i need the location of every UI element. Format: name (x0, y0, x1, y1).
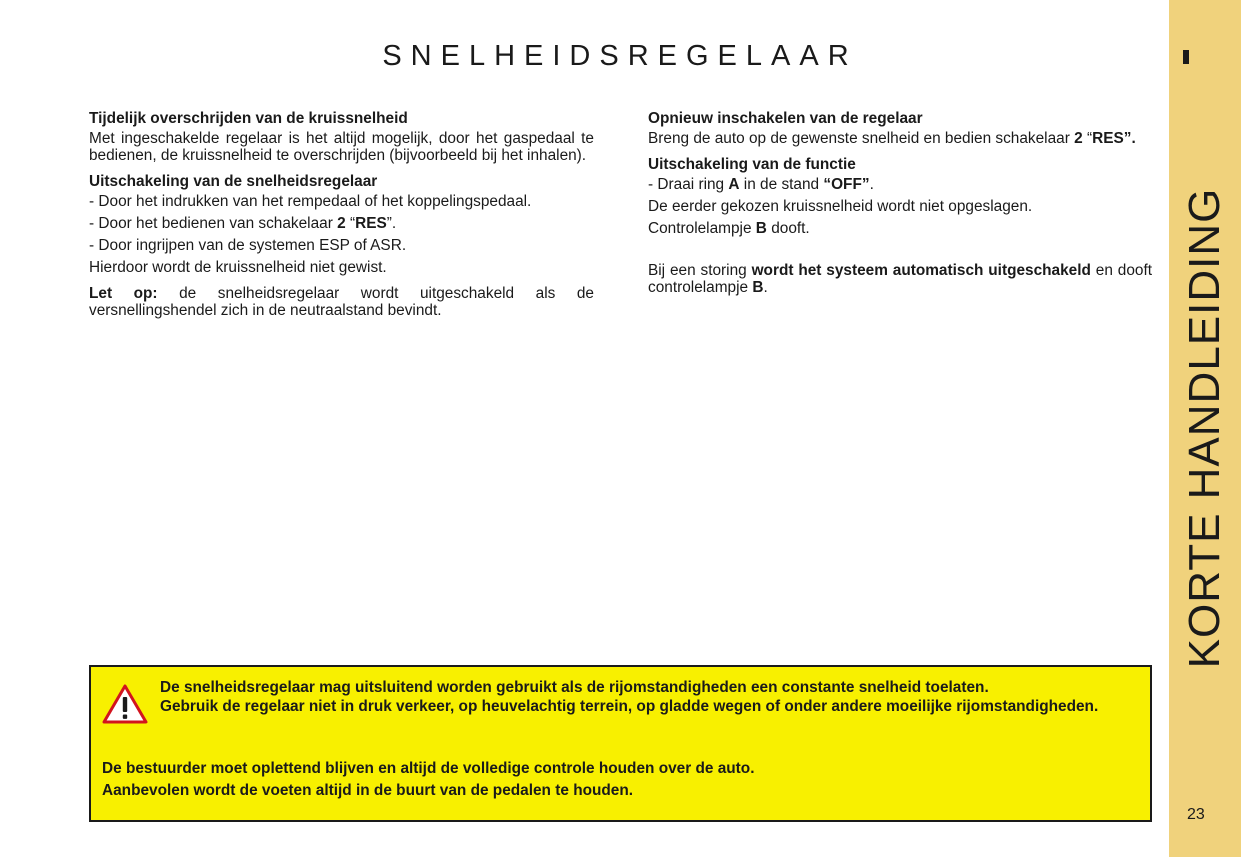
warning-indented-text (160, 679, 1140, 717)
section-heading-temporary-override: Tijdelijk overschrijden van de kruissnelheid (89, 110, 408, 127)
paragraph-not-stored: De eerder gekozen kruissnelheid wordt niet opgeslagen. (648, 198, 1033, 215)
ring-letter: A (728, 176, 740, 193)
malfunction-text-end: . (763, 279, 768, 296)
paragraph-not-erased: Hierdoor wordt de kruissnelheid niet gewist. (89, 259, 387, 276)
quote-close: ”. (1123, 130, 1136, 147)
chapter-marker-icon (1183, 50, 1189, 64)
bullet-esp-asr: - Door ingrijpen van de systemen ESP of ASR. (89, 237, 407, 254)
res-label: RES (355, 215, 387, 232)
res-label: RES (1092, 130, 1124, 147)
ring-text-end: . (869, 176, 874, 193)
paragraph-lamp-off (648, 220, 1152, 237)
malfunction-bold: wordt het systeem automatisch uitgeschakeld (751, 262, 1091, 279)
warning-line-attention: De bestuurder moet oplettend blijven en altijd de volledige controle houden over de auto. (102, 760, 755, 777)
lamp-letter: B (755, 220, 767, 237)
section-heading-reactivation: Opnieuw inschakelen van de regelaar (648, 110, 923, 127)
section-heading-deactivation: Uitschakeling van de snelheidsregelaar (89, 173, 378, 190)
note-label: Let op: (89, 285, 158, 302)
malfunction-text-mid: en dooft controlelampje (648, 262, 1153, 296)
left-column (89, 110, 594, 328)
paragraph-malfunction (648, 262, 1152, 296)
paragraph-reactivation (648, 130, 1152, 147)
quote-close: ”. (386, 215, 397, 232)
ring-text-mid: in de stand (739, 176, 824, 193)
warning-full-text (102, 760, 1140, 804)
page-number: 23 (1187, 806, 1205, 823)
bullet-text: - Door het bedienen van schakelaar (89, 215, 338, 232)
switch-number: 2 (337, 215, 346, 232)
reactivation-text: Breng de auto op de gewenste snelheid en bedien schakelaar (648, 130, 1075, 147)
lamp-text-end: dooft. (766, 220, 810, 237)
bullet-ring-off (648, 176, 1152, 193)
switch-number: 2 (1074, 130, 1083, 147)
malfunction-text: Bij een storing (648, 262, 752, 279)
paragraph-override: Met ingeschakelde regelaar is het altijd mogelijk, door het gaspedaal te bedienen, de kruissnelheid te overschrijden (bijvoorbeeld bij het inhalen). (89, 130, 594, 164)
note-text: de snelheidsregelaar wordt uitgeschakeld als de versnellingshendel zich in de neutraalstand bevindt. (89, 285, 594, 319)
bullet-switch-res (89, 215, 594, 232)
note-paragraph (89, 285, 594, 319)
warning-line-pedals: Aanbevolen wordt de voeten altijd in de buurt van de pedalen te houden. (102, 782, 634, 799)
quote-open: “ (345, 215, 356, 232)
warning-triangle-icon (101, 683, 149, 725)
page-title: SNELHEIDSREGELAAR (382, 40, 858, 72)
quote-open: “ (1082, 130, 1093, 147)
warning-box (89, 665, 1152, 822)
section-heading-function-off: Uitschakeling van de functie (648, 156, 856, 173)
section-label: KORTE HANDLEIDING (1180, 187, 1229, 669)
lamp-text: Controlelampje (648, 220, 756, 237)
right-column (648, 110, 1152, 305)
warning-line-constant-speed: De snelheidsregelaar mag uitsluitend worden gebruikt als de rijomstandigheden een constante snelheid toelaten. (160, 679, 989, 696)
spacer (648, 242, 1152, 262)
lamp-letter: B (752, 279, 764, 296)
bullet-brake-clutch: - Door het indrukken van het rempedaal of het koppelingspedaal. (89, 193, 532, 210)
ring-text: - Draai ring (648, 176, 729, 193)
off-label: “OFF” (823, 176, 870, 193)
warning-line-conditions: Gebruik de regelaar niet in druk verkeer, op heuvelachtig terrein, op gladde wegen of onder andere moeilijke rijomstandigheden. (160, 698, 1099, 715)
